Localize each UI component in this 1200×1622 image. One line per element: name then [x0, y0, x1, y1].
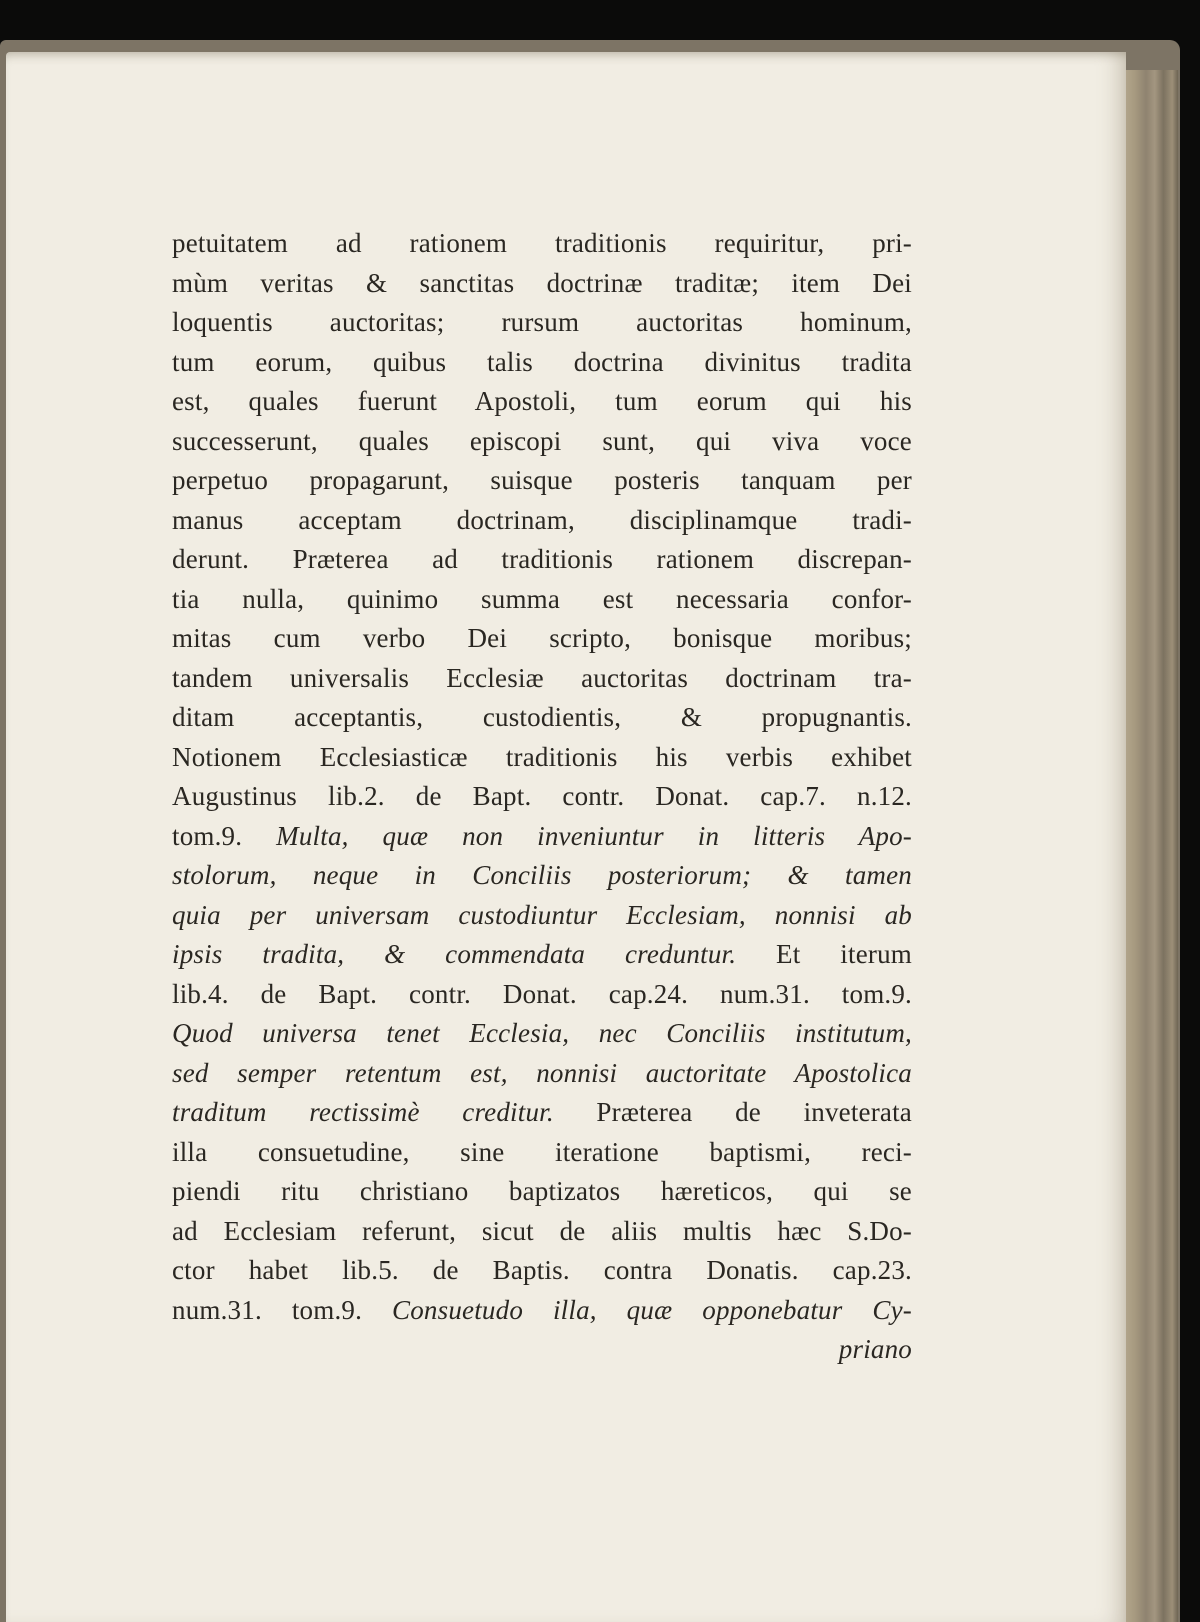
text-line: tom.9. Multa, quæ non inveniuntur in litteris Apo-	[172, 820, 912, 851]
text-line: manus acceptam doctrinam, disciplinamque tradi-	[172, 504, 912, 535]
text-line: tia nulla, quinimo summa est necessaria confor-	[172, 583, 912, 614]
text-line: illa consuetudine, sine iteratione baptismi, reci-	[172, 1136, 912, 1167]
text-line: ditam acceptantis, custodientis, & propugnantis.	[172, 702, 912, 732]
text-line	[172, 856, 912, 896]
text-line: ad Ecclesiam referunt, sicut de aliis multis hæc S.Do-	[172, 1215, 912, 1246]
quotation-text: Consuetudo illa, quæ opponebatur Cy-	[392, 1294, 912, 1325]
text-line: successerunt, quales episcopi sunt, qui viva voce	[172, 425, 912, 456]
quotation-text: stolorum, neque in Conciliis posteriorum; & tamen	[172, 860, 912, 890]
text-line: loquentis auctoritas; rursum auctoritas hominum,	[172, 307, 912, 337]
text-line: num.31. tom.9. Consuetudo illa, quæ opponebatur Cy-	[172, 1294, 912, 1325]
text-line: ipsis tradita, & commendata creduntur. Et iterum	[172, 939, 912, 969]
text-line	[172, 1054, 912, 1094]
text-line: lib.4. de Bapt. contr. Donat. cap.24. num.31. tom.9.	[172, 978, 912, 1009]
text-line: mùm veritas & sanctitas doctrinæ traditæ; item Dei	[172, 267, 912, 298]
text-line: piendi ritu christiano baptizatos hæreticos, qui se	[172, 1176, 912, 1206]
text-line: Augustinus lib.2. de Bapt. contr. Donat. cap.7. n.12.	[172, 781, 912, 811]
text-line: mitas cum verbo Dei scripto, bonisque moribus;	[172, 623, 912, 653]
text-line: tandem universalis Ecclesiæ auctoritas doctrinam tra-	[172, 662, 912, 693]
page-stack-edge	[1120, 70, 1178, 1622]
text-line: traditum rectissimè creditur. Præterea de inveterata	[172, 1097, 912, 1127]
text-line: petuitatem ad rationem traditionis requiritur, pri-	[172, 228, 912, 258]
catchword: priano	[838, 1334, 912, 1364]
quotation-text: ipsis tradita, & commendata creduntur.	[172, 939, 737, 969]
text-line: tum eorum, quibus talis doctrina divinitus tradita	[172, 346, 912, 377]
quotation-text: quia per universam custodiuntur Ecclesiam, nonnisi ab	[172, 899, 912, 930]
text-line	[172, 1014, 912, 1054]
text-line: ctor habet lib.5. de Baptis. contra Donatis. cap.23.	[172, 1255, 912, 1285]
text-line: perpetuo propagarunt, suisque posteris tanquam per	[172, 465, 912, 495]
text-line: Notionem Ecclesiasticæ traditionis his verbis exhibet	[172, 741, 912, 772]
quotation-text: traditum rectissimè creditur.	[172, 1097, 554, 1127]
quotation-text: Quod universa tenet Ecclesia, nec Conciliis institutum,	[172, 1018, 912, 1048]
quotation-text: Multa, quæ non inveniuntur in litteris Apo-	[276, 820, 912, 851]
book-page	[6, 52, 1126, 1622]
quotation-text: sed semper retentum est, nonnisi auctoritate Apostolica	[172, 1057, 912, 1088]
body-text	[172, 224, 912, 1370]
text-line	[172, 896, 912, 936]
text-line: est, quales fuerunt Apostoli, tum eorum qui his	[172, 386, 912, 416]
text-line: derunt. Præterea ad traditionis rationem discrepan-	[172, 544, 912, 574]
